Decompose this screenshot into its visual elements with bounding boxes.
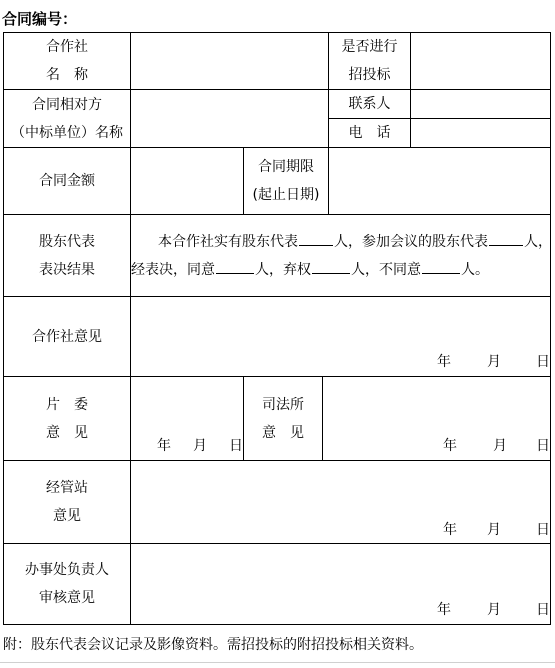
date-month: 月	[487, 522, 501, 538]
table-border-bottom	[3, 624, 551, 625]
phone-label	[329, 119, 410, 147]
station-opinion-label-line2: 意见	[53, 508, 81, 524]
counterparty-field[interactable]	[131, 90, 328, 147]
date-day: 日	[536, 354, 550, 370]
date-day: 日	[536, 602, 550, 618]
contact-label-text: 联系人	[348, 96, 391, 112]
vote-text: 人，	[524, 234, 552, 250]
disagree-count-blank[interactable]	[422, 259, 460, 274]
office-opinion-label-line2: 审核意见	[39, 590, 95, 606]
district-opinion-label-line1: 片 委	[46, 396, 88, 413]
date-month: 月	[487, 354, 501, 370]
date-year: 年	[443, 438, 457, 454]
date-month: 月	[193, 438, 207, 454]
agree-count-blank[interactable]	[216, 259, 254, 274]
shareholder-vote-text-line1	[158, 228, 552, 256]
district-opinion-label	[4, 377, 130, 460]
coop-name-label-line1: 合作社	[46, 39, 88, 55]
table-border-right	[550, 32, 551, 625]
contact-label	[329, 90, 410, 118]
date-day: 日	[536, 522, 550, 538]
phone-label-text: 电 话	[348, 125, 391, 141]
coop-opinion-label	[4, 297, 130, 376]
date-year: 年	[157, 438, 171, 454]
coop-name-field[interactable]	[131, 33, 328, 89]
vote-text: 人，弃权	[255, 262, 311, 278]
shareholder-vote-label-line1: 股东代表	[39, 233, 95, 250]
shareholder-vote-label-line2: 表决结果	[39, 261, 95, 278]
tender-label-line1: 是否进行	[341, 39, 398, 55]
office-opinion-label-line1: 办事处负责人	[25, 562, 109, 578]
date-year: 年	[437, 602, 451, 618]
station-opinion-label-line1: 经管站	[46, 480, 88, 496]
vote-text: 人，参加会议的股东代表	[334, 234, 488, 250]
judicial-opinion-label-line2: 意 见	[262, 424, 304, 441]
counterparty-label	[4, 90, 130, 147]
footer-note: 附：股东代表会议记录及影像资料。需招投标的附招投标相关资料。	[3, 637, 423, 653]
attendee-count-blank[interactable]	[489, 231, 523, 246]
district-opinion-label-line2: 意 见	[46, 424, 88, 441]
term-label	[244, 148, 328, 214]
abstain-count-blank[interactable]	[312, 259, 350, 274]
judicial-opinion-label	[244, 377, 322, 460]
amount-label	[4, 148, 130, 214]
date-year: 年	[437, 354, 451, 370]
date-month: 月	[493, 438, 507, 454]
shareholder-vote-text-line2	[131, 256, 489, 284]
vote-text: 人，不同意	[351, 262, 421, 278]
counterparty-label-line2: （中标单位）名称	[11, 124, 123, 141]
shareholder-total-blank[interactable]	[299, 231, 333, 246]
coop-opinion-label-text: 合作社意见	[32, 328, 102, 345]
tender-label	[329, 33, 410, 89]
date-year: 年	[443, 522, 457, 538]
vote-text: 本合作社实有股东代表	[158, 234, 298, 250]
judicial-opinion-label-line1: 司法所	[262, 396, 304, 413]
date-day: 日	[536, 438, 550, 454]
vote-text: 经表决，同意	[131, 262, 215, 278]
date-month: 月	[487, 602, 501, 618]
tender-label-line2: 招投标	[348, 67, 391, 83]
tender-field[interactable]	[411, 33, 550, 89]
term-label-line2: (起止日期)	[252, 187, 320, 203]
amount-field[interactable]	[131, 148, 243, 214]
contact-field[interactable]	[411, 90, 550, 118]
phone-field[interactable]	[411, 119, 550, 147]
date-day: 日	[229, 438, 243, 454]
contract-number-label: 合同编号：	[2, 10, 78, 28]
coop-name-label-line2: 名 称	[46, 67, 88, 83]
term-label-line1: 合同期限	[258, 159, 314, 175]
counterparty-label-line1: 合同相对方	[32, 96, 102, 113]
page-bottom-divider	[0, 662, 555, 663]
term-field[interactable]	[329, 148, 550, 214]
judicial-opinion-field[interactable]	[323, 377, 550, 460]
amount-label-text: 合同金额	[39, 173, 95, 189]
coop-name-label	[4, 33, 130, 89]
district-opinion-field[interactable]	[131, 377, 243, 460]
shareholder-vote-label	[4, 215, 130, 296]
station-opinion-label	[4, 461, 130, 543]
vote-text: 人。	[461, 262, 489, 278]
office-opinion-label	[4, 544, 130, 624]
